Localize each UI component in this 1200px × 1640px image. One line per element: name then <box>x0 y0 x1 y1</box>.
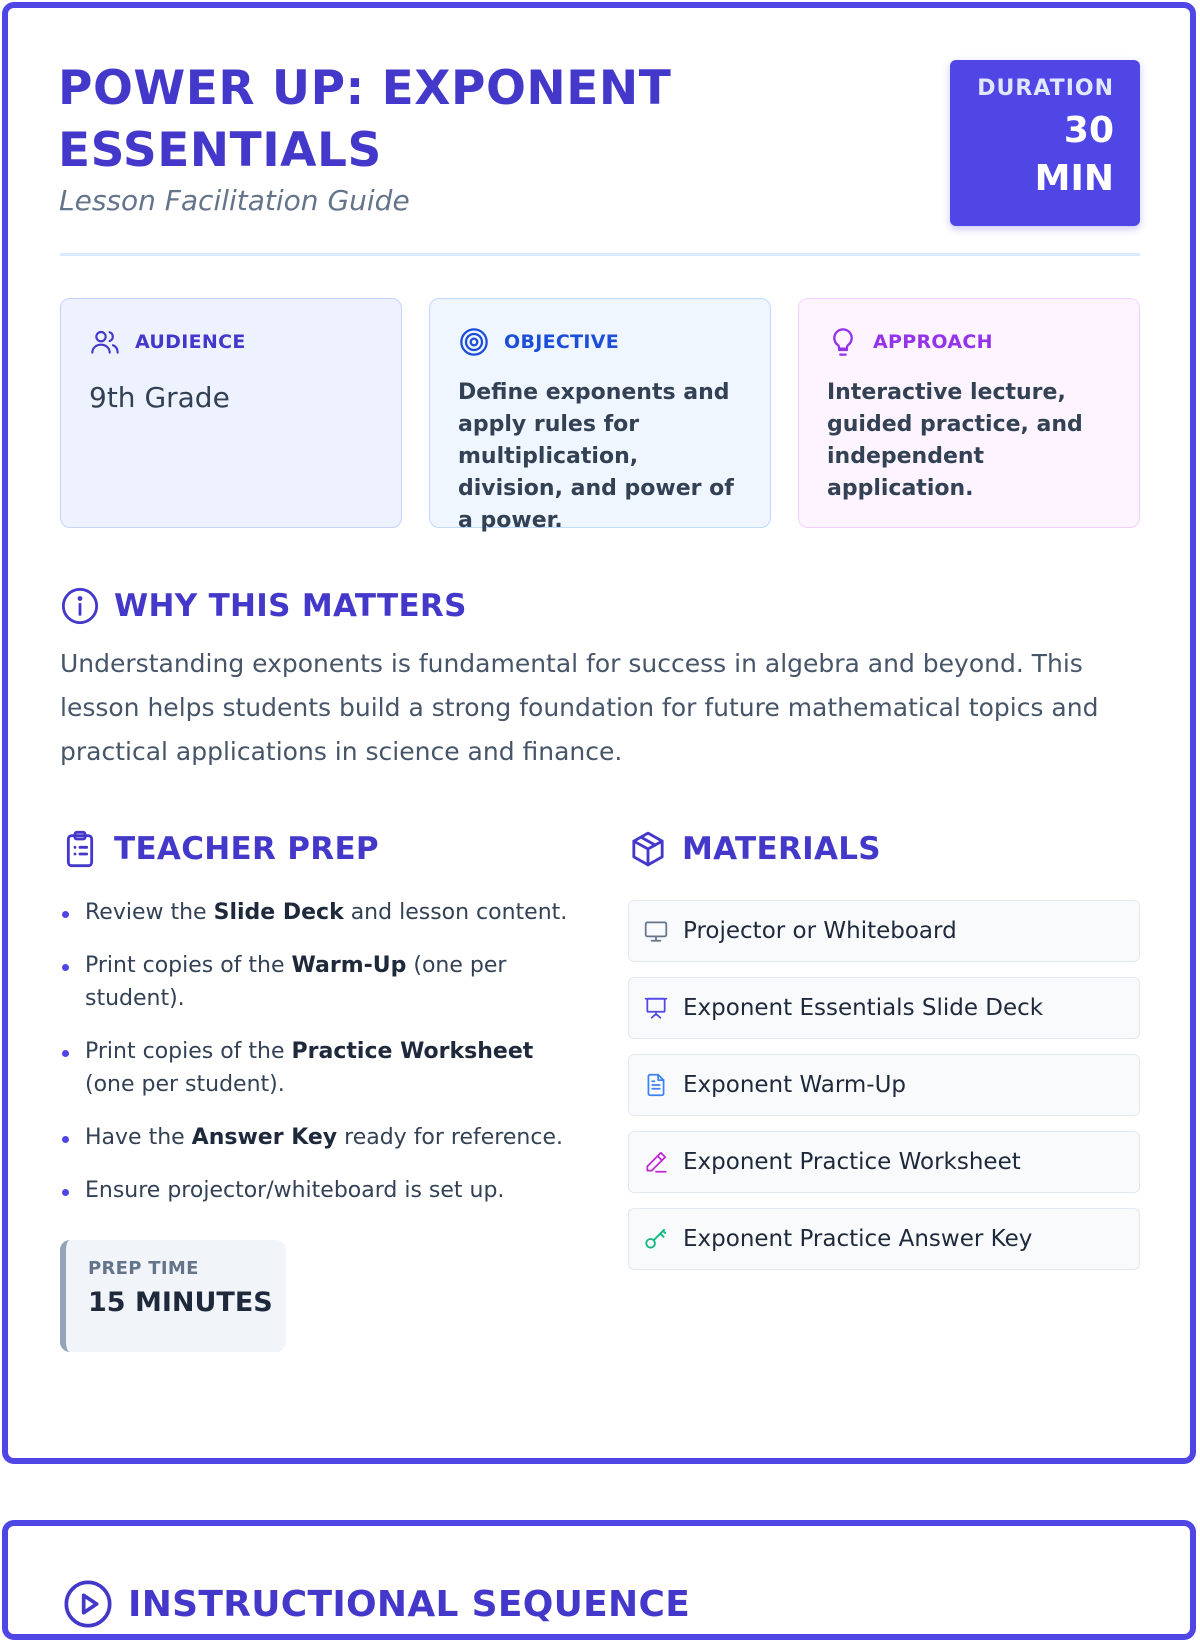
document-icon <box>643 1072 669 1098</box>
material-label: Exponent Warm-Up <box>683 1072 907 1098</box>
material-item-warm-up <box>628 1054 1140 1116</box>
audience-value: 9th Grade <box>89 381 230 414</box>
material-item-answer-key <box>628 1208 1140 1270</box>
material-label: Exponent Essentials Slide Deck <box>683 995 1044 1021</box>
prep-time-value: 15 MINUTES <box>88 1287 273 1318</box>
title-line-2: ESSENTIALS <box>58 123 382 178</box>
prep-time-label: PREP TIME <box>88 1258 199 1279</box>
objective-label: OBJECTIVE <box>504 331 620 353</box>
teacher-prep-title: TEACHER PREP <box>114 831 379 867</box>
key-icon <box>643 1226 669 1252</box>
material-item-slide-deck <box>628 977 1140 1039</box>
objective-text: Define exponents and apply rules for multiplication, division, and power of a power. <box>458 380 734 533</box>
why-title: WHY THIS MATTERS <box>114 588 467 624</box>
header-divider <box>60 253 1140 256</box>
clipboard-icon <box>60 829 100 869</box>
audience-box <box>60 298 402 528</box>
why-text: Understanding exponents is fundamental for success in algebra and beyond. This lesson helps students build a strong foundation for future mathematical topics and practical applications in science and finance. <box>60 649 1099 766</box>
monitor-icon <box>643 918 669 944</box>
material-item-worksheet <box>628 1131 1140 1193</box>
lightbulb-icon <box>827 326 859 358</box>
instructional-sequence-card <box>2 1520 1196 1640</box>
approach-text: Interactive lecture, guided practice, and independent application. <box>827 380 1083 501</box>
page-subtitle: Lesson Facilitation Guide <box>59 184 410 217</box>
package-icon <box>628 829 668 869</box>
title-line-1: POWER UP: EXPONENT <box>58 61 672 116</box>
list-item: Print copies of the Practice Worksheet (one per student). <box>60 1035 580 1101</box>
material-label: Exponent Practice Answer Key <box>683 1226 1033 1252</box>
material-label: Exponent Practice Worksheet <box>683 1149 1021 1175</box>
why-section-header <box>60 586 467 626</box>
play-circle-icon <box>62 1578 114 1630</box>
users-icon <box>89 326 121 358</box>
list-item: Print copies of the Warm-Up (one per student). <box>60 949 580 1015</box>
prep-list <box>60 896 580 1227</box>
approach-label: APPROACH <box>873 331 993 353</box>
page-title <box>58 58 758 182</box>
instructional-sequence-header <box>62 1578 690 1630</box>
material-item-projector <box>628 900 1140 962</box>
approach-box <box>798 298 1140 528</box>
objective-box <box>429 298 771 533</box>
list-item: Ensure projector/whiteboard is set up. <box>60 1174 580 1207</box>
teacher-prep-header <box>60 829 379 869</box>
materials-header <box>628 829 881 869</box>
list-item: Review the Slide Deck and lesson content. <box>60 896 580 929</box>
duration-value: 30 MIN <box>1034 110 1114 199</box>
material-label: Projector or Whiteboard <box>683 918 957 944</box>
duration-label: DURATION <box>977 76 1114 101</box>
materials-list <box>628 900 1140 1285</box>
instructional-sequence-title: INSTRUCTIONAL SEQUENCE <box>128 1583 691 1625</box>
target-icon <box>458 326 490 358</box>
prep-time-box <box>60 1240 286 1352</box>
presentation-icon <box>643 995 669 1021</box>
audience-label: AUDIENCE <box>135 331 246 353</box>
info-icon <box>60 586 100 626</box>
pencil-icon <box>643 1149 669 1175</box>
list-item: Have the Answer Key ready for reference. <box>60 1121 580 1154</box>
duration-badge <box>950 60 1140 226</box>
materials-title: MATERIALS <box>682 831 881 867</box>
